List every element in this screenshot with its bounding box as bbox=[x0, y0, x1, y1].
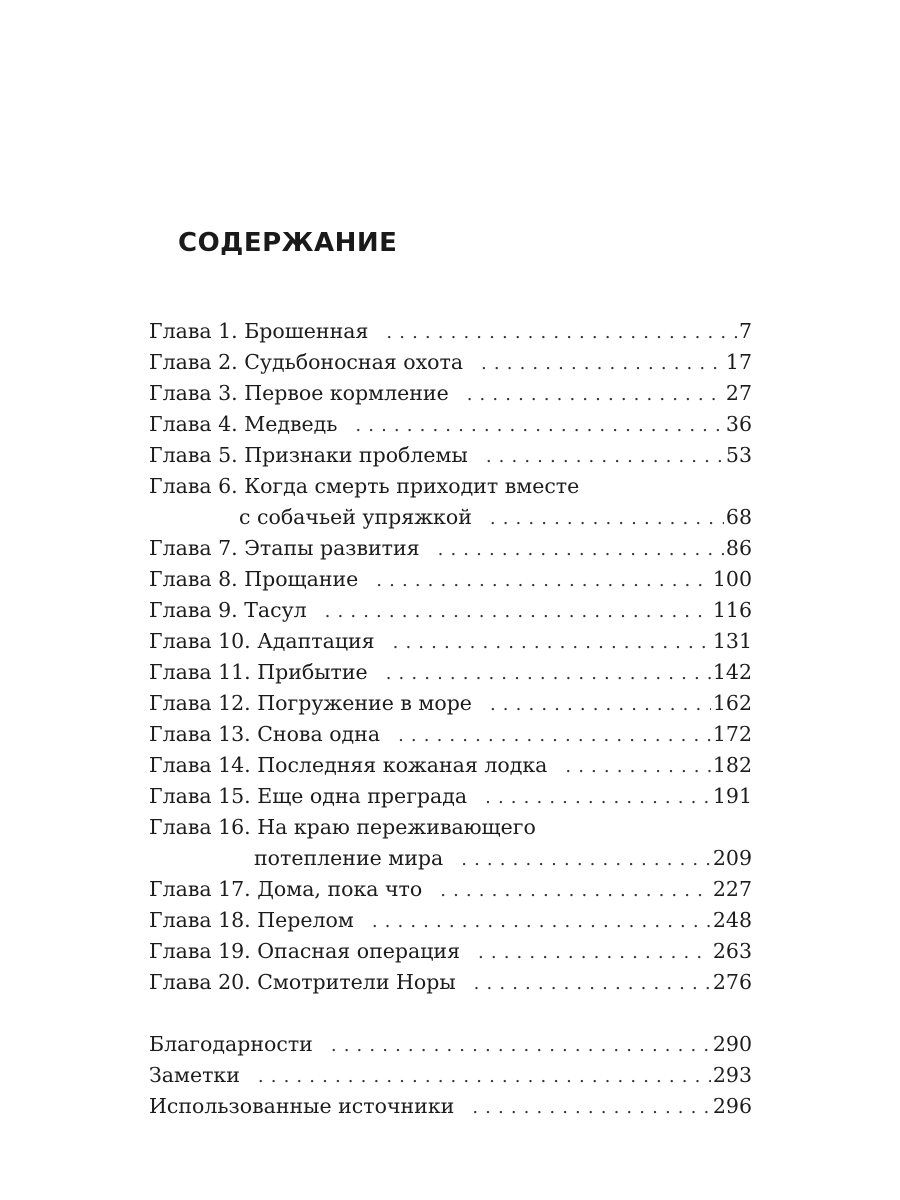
dot-leader bbox=[461, 844, 711, 875]
entry-title: Медведь bbox=[244, 412, 338, 436]
chapter-entry bbox=[149, 657, 752, 688]
back-matter-list bbox=[149, 1029, 752, 1122]
page-number: 191 bbox=[712, 784, 752, 808]
chapter-number: Глава 9. bbox=[149, 598, 238, 622]
dot-leader bbox=[438, 534, 724, 565]
entry-title: Брошенная bbox=[244, 319, 369, 343]
entry-title: Снова одна bbox=[257, 722, 381, 746]
entry-title: Судьбоносная охота bbox=[244, 350, 464, 374]
entry-title: Признаки проблемы bbox=[244, 443, 468, 467]
chapter-number: Глава 15. bbox=[149, 784, 251, 808]
entry-title: Этапы развития bbox=[244, 536, 420, 560]
chapter-number: Глава 13. bbox=[149, 722, 251, 746]
chapter-entry bbox=[149, 533, 752, 564]
dot-leader bbox=[440, 875, 711, 906]
dot-leader bbox=[490, 689, 711, 720]
dot-leader bbox=[481, 348, 724, 379]
dot-leader bbox=[331, 1030, 711, 1061]
dot-leader bbox=[474, 968, 711, 999]
dot-leader bbox=[490, 503, 724, 534]
chapter-number: Глава 17. bbox=[149, 877, 251, 901]
dot-leader bbox=[486, 441, 724, 472]
back-matter-entry bbox=[149, 1091, 752, 1122]
chapter-entry bbox=[149, 874, 752, 905]
page-number: 248 bbox=[712, 908, 752, 932]
chapter-number: Глава 18. bbox=[149, 908, 251, 932]
chapter-entry bbox=[149, 750, 752, 781]
dot-leader bbox=[485, 782, 711, 813]
page-number: 172 bbox=[712, 722, 752, 746]
page-number: 276 bbox=[712, 970, 752, 994]
chapter-number: Глава 20. bbox=[149, 970, 251, 994]
chapter-entry-continuation bbox=[149, 843, 752, 874]
entry-title: Когда смерть приходит вместе bbox=[244, 474, 580, 498]
section-gap bbox=[149, 998, 752, 1029]
chapter-number: Глава 19. bbox=[149, 939, 251, 963]
chapter-entry-continuation bbox=[149, 502, 752, 533]
entry-title: Адаптация bbox=[257, 629, 375, 653]
page-number: 100 bbox=[712, 567, 752, 591]
chapter-entry bbox=[149, 688, 752, 719]
chapter-number: Глава 10. bbox=[149, 629, 251, 653]
dot-leader bbox=[472, 1092, 711, 1123]
dot-leader bbox=[398, 720, 711, 751]
dot-leader bbox=[386, 658, 711, 689]
toc-list bbox=[149, 316, 752, 1122]
page-number: 86 bbox=[725, 536, 752, 560]
entry-title: Дома, пока что bbox=[257, 877, 423, 901]
chapter-number: Глава 16. bbox=[149, 815, 251, 839]
entry-title: Использованные источники bbox=[149, 1094, 455, 1118]
page-number: 36 bbox=[725, 412, 752, 436]
entry-title-continuation: с собачьей упряжкой bbox=[239, 505, 472, 529]
entry-title: Первое кормление bbox=[244, 381, 449, 405]
chapter-entry bbox=[149, 347, 752, 378]
page-number: 7 bbox=[738, 319, 752, 343]
chapter-list bbox=[149, 316, 752, 998]
page-number: 162 bbox=[712, 691, 752, 715]
chapter-entry bbox=[149, 440, 752, 471]
page-number: 227 bbox=[712, 877, 752, 901]
chapter-entry bbox=[149, 967, 752, 998]
page-number: 263 bbox=[712, 939, 752, 963]
page-number: 296 bbox=[712, 1094, 752, 1118]
entry-title: Последняя кожаная лодка bbox=[257, 753, 548, 777]
back-matter-entry bbox=[149, 1060, 752, 1091]
chapter-number: Глава 14. bbox=[149, 753, 251, 777]
page-number: 209 bbox=[712, 846, 752, 870]
chapter-entry bbox=[149, 905, 752, 936]
dot-leader bbox=[376, 565, 711, 596]
dot-leader bbox=[355, 410, 724, 441]
chapter-entry bbox=[149, 471, 752, 502]
chapter-entry bbox=[149, 316, 752, 347]
page-number: 68 bbox=[725, 505, 752, 529]
chapter-number: Глава 2. bbox=[149, 350, 238, 374]
chapter-entry bbox=[149, 781, 752, 812]
entry-title: Смотрители Норы bbox=[257, 970, 456, 994]
page-number: 53 bbox=[725, 443, 752, 467]
dot-leader bbox=[565, 751, 711, 782]
page-number: 116 bbox=[712, 598, 752, 622]
chapter-number: Глава 8. bbox=[149, 567, 238, 591]
dot-leader bbox=[386, 317, 737, 348]
chapter-number: Глава 12. bbox=[149, 691, 251, 715]
dot-leader bbox=[258, 1061, 711, 1092]
chapter-number: Глава 5. bbox=[149, 443, 238, 467]
chapter-entry bbox=[149, 936, 752, 967]
entry-title: Еще одна преграда bbox=[257, 784, 468, 808]
entry-title: Погружение в море bbox=[257, 691, 472, 715]
dot-leader bbox=[467, 379, 724, 410]
chapter-number: Глава 3. bbox=[149, 381, 238, 405]
dot-leader bbox=[325, 596, 711, 627]
chapter-number: Глава 6. bbox=[149, 474, 238, 498]
entry-title: Заметки bbox=[149, 1063, 240, 1087]
back-matter-entry bbox=[149, 1029, 752, 1060]
page-title: СОДЕРЖАНИЕ bbox=[178, 228, 398, 258]
entry-title: Прибытие bbox=[257, 660, 368, 684]
page-number: 290 bbox=[712, 1032, 752, 1056]
entry-title: Прощание bbox=[244, 567, 359, 591]
dot-leader bbox=[478, 937, 711, 968]
entry-title: Опасная операция bbox=[257, 939, 461, 963]
entry-title: Перелом bbox=[257, 908, 354, 932]
chapter-entry bbox=[149, 409, 752, 440]
chapter-number: Глава 1. bbox=[149, 319, 238, 343]
entry-title: Благодарности bbox=[149, 1032, 313, 1056]
entry-title: На краю переживающего bbox=[257, 815, 536, 839]
chapter-entry bbox=[149, 564, 752, 595]
page-number: 27 bbox=[725, 381, 752, 405]
chapter-entry bbox=[149, 595, 752, 626]
page-number: 142 bbox=[712, 660, 752, 684]
chapter-number: Глава 7. bbox=[149, 536, 238, 560]
page-number: 293 bbox=[712, 1063, 752, 1087]
chapter-entry bbox=[149, 626, 752, 657]
chapter-entry bbox=[149, 812, 752, 843]
entry-title-continuation: потепление мира bbox=[254, 846, 444, 870]
chapter-number: Глава 11. bbox=[149, 660, 251, 684]
dot-leader bbox=[372, 906, 711, 937]
page-number: 131 bbox=[712, 629, 752, 653]
chapter-entry bbox=[149, 378, 752, 409]
page-number: 182 bbox=[712, 753, 752, 777]
entry-title: Тасул bbox=[244, 598, 307, 622]
dot-leader bbox=[393, 627, 711, 658]
chapter-number: Глава 4. bbox=[149, 412, 238, 436]
page-number: 17 bbox=[725, 350, 752, 374]
chapter-entry bbox=[149, 719, 752, 750]
